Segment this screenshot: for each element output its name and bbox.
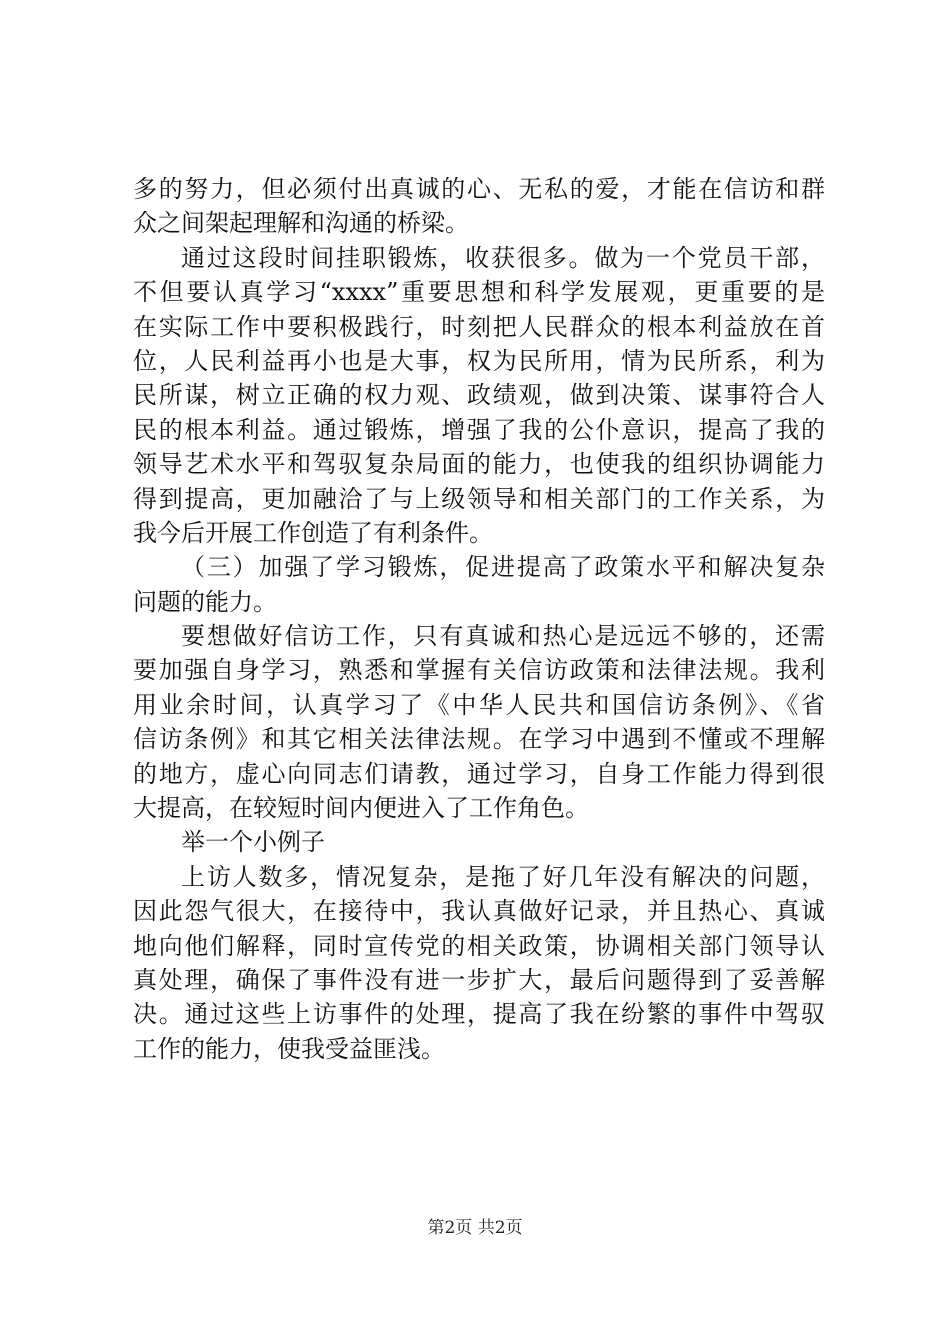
text-line: 民的根本利益。通过锻炼，增强了我的公仆意识，提高了我的	[133, 415, 825, 444]
text-line: 的地方，虚心向同志们请教，通过学习，自身工作能力得到很	[133, 759, 825, 788]
text-line: 多的努力，但必须付出真诚的心、无私的爱，才能在信访和群	[133, 175, 825, 203]
text-line: 大提高，在较短时间内便进入了工作角色。	[133, 794, 589, 823]
text-line: 要想做好信访工作，只有真诚和热心是远远不够的，还需	[181, 622, 825, 651]
text-line: 举一个小例子	[181, 828, 325, 857]
text-line: 信访条例》和其它相关法律法规。在学习中遇到不懂或不理解	[133, 725, 825, 754]
document-body	[133, 172, 825, 1066]
text-line: 要加强自身学习，熟悉和掌握有关信访政策和法律法规。我利	[133, 656, 825, 685]
page-number-footer: 第2页 共2页	[427, 1218, 523, 1238]
text-line: 工作的能力，使我受益匪浅。	[133, 1034, 445, 1063]
text-line: 众之间架起理解和沟通的桥梁。	[133, 209, 469, 238]
text-line: 不但要认真学习“xxxx”重要思想和科学发展观，更重要的是	[133, 278, 825, 307]
text-line: 领导艺术水平和驾驭复杂局面的能力，也使我的组织协调能力	[133, 450, 825, 479]
text-line: 因此怨气很大，在接待中，我认真做好记录，并且热心、真诚	[133, 897, 825, 926]
text-line: 位，人民利益再小也是大事，权为民所用，情为民所系，利为	[133, 346, 825, 375]
text-line: 通过这段时间挂职锻炼，收获很多。做为一个党员干部，	[181, 243, 825, 272]
section-heading-line: （三）加强了学习锻炼，促进提高了政策水平和解决复杂	[181, 553, 825, 582]
text-line: 民所谋，树立正确的权力观、政绩观，做到决策、谋事符合人	[133, 381, 825, 410]
text-line: 真处理，确保了事件没有进一步扩大，最后问题得到了妥善解	[133, 965, 825, 994]
text-line: 在实际工作中要积极践行，时刻把人民群众的根本利益放在首	[133, 312, 825, 341]
text-line: 上访人数多，情况复杂，是拖了好几年没有解决的问题，	[181, 862, 825, 891]
text-line: 我今后开展工作创造了有利条件。	[133, 518, 493, 547]
text-line: 得到提高，更加融洽了与上级领导和相关部门的工作关系，为	[133, 484, 825, 513]
section-heading-line: 问题的能力。	[133, 587, 277, 616]
text-line: 地向他们解释，同时宣传党的相关政策，协调相关部门领导认	[133, 931, 825, 960]
text-line: 决。通过这些上访事件的处理，提高了我在纷繁的事件中驾驭	[133, 1000, 825, 1029]
text-line: 用业余时间，认真学习了《中华人民共和国信访条例》、《省	[133, 690, 825, 719]
